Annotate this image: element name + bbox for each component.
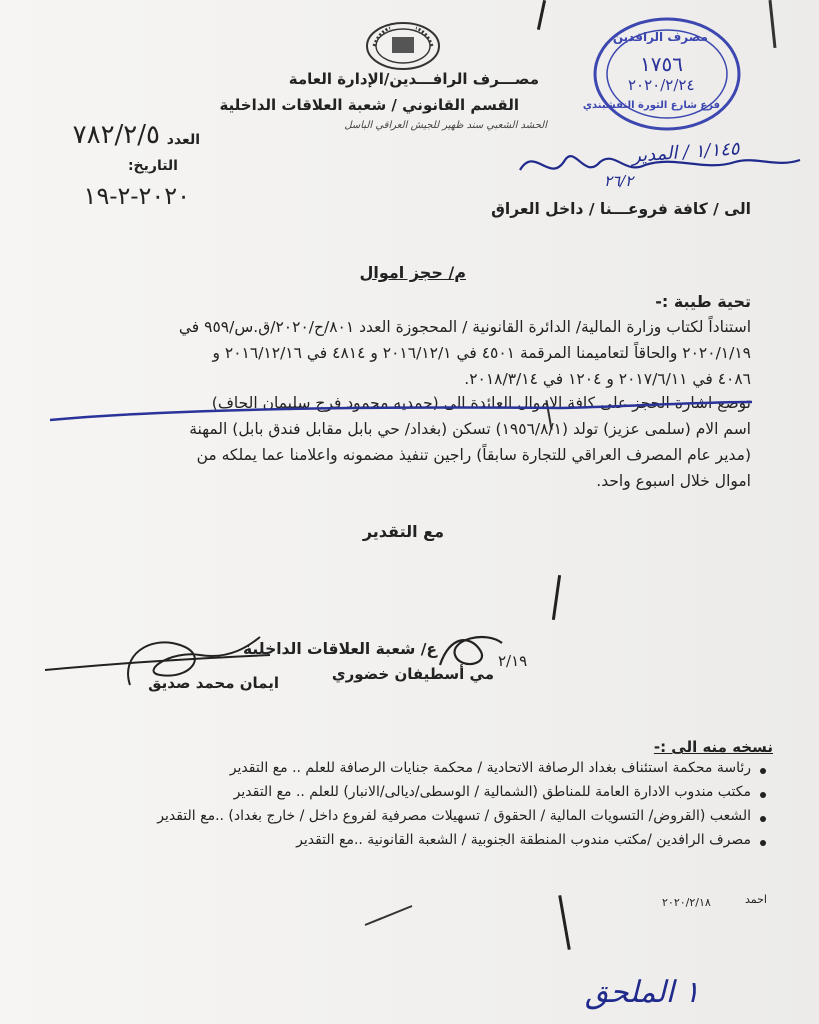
- subject-line: م/ حجز اموال: [359, 263, 466, 282]
- copy-item: الشعب (القروض/ التسويات المالية / الحقوق / تسهيلات مصرفية لفروع داخل / خارج بغداد) ..مع التقدير: [157, 808, 751, 824]
- body-line-3: ٤٠٨٦ في ٢٠١٧/٦/١١ و ١٢٠٤ في ٢٠١٨/٣/١٤.: [464, 370, 751, 388]
- body-line-4: توضع اشارة الحجز على كافة الاموال العائدة الى (حمديه محمود فرج سليمان الجاف): [211, 394, 751, 412]
- ref-date-value: ٢٠٢٠-٢-١٩: [83, 182, 190, 210]
- bank-emblem: [364, 20, 442, 72]
- ref-number-value: ٧٨٢/٢/٥: [72, 120, 160, 150]
- stamp-incoming-no: ١٧٥٦: [640, 52, 683, 76]
- stamp-branch: فرع شارع الثورة النقشبندي: [582, 100, 720, 111]
- signatory-name-right: ايمان محمد صديق: [148, 674, 279, 692]
- signature-date: ٢/١٩: [498, 652, 528, 670]
- ref-number-label: العدد: [166, 132, 200, 148]
- bank-name-line: مصـــرف الرافـــدين/الإدارة العامة: [288, 70, 539, 88]
- paper-crease: [558, 895, 571, 950]
- handwritten-scribble: [515, 140, 805, 190]
- typed-date: ٢٠٢٠/٢/١٨: [662, 896, 711, 909]
- copy-item: مصرف الرافدين /مكتب مندوب المنطقة الجنوبية / الشعبة القانونية ..مع التقدير: [296, 832, 751, 848]
- paper-crease: [552, 575, 561, 620]
- body-line-7: اموال خلال اسبوع واحد.: [596, 472, 751, 490]
- copy-bullet: [760, 792, 766, 798]
- body-line-1: استناداً لكتاب وزارة المالية/ الدائرة القانونية / المحجوزة العدد ٨٠١/ح/٢٠٢٠/ق.س/٩٥٩ في: [178, 318, 751, 336]
- pen-stroke: [360, 900, 420, 930]
- copy-bullet: [760, 840, 766, 846]
- closing-line: مع التقدير: [362, 522, 444, 541]
- incoming-stamp: [582, 16, 742, 132]
- ref-date-label: التاريخ:: [127, 158, 178, 174]
- slogan-line: الحشد الشعبي سند ظهير للجيش العراقي الباسل: [344, 120, 547, 131]
- stamp-bank: مصرف الرافدين: [612, 30, 708, 44]
- paper-crease: [768, 0, 776, 48]
- recipient-line: الى / كافة فروعـــنا / داخل العراق: [491, 200, 751, 218]
- handwritten-margin-note: ١/١٤٥ / المدير: [631, 138, 741, 167]
- body-line-5: اسم الام (سلمى عزيز) تولد (١٩٥٦/٨/١) تسكن (بغداد/ حي بابل مقابل فندق بابل) المهنة: [189, 420, 751, 438]
- bank-emblem-icon: [364, 20, 442, 72]
- copy-bullet: [760, 816, 766, 822]
- copies-heading: نسخه منه الى :-: [653, 738, 773, 756]
- paper-crease: [537, 0, 546, 30]
- signatory-name-left: مي أسطيفان خضوري: [331, 665, 494, 683]
- body-line-6: (مدير عام المصرف العراقي للتجارة سابقاً) راجين تنفيذ مضمونه واعلامنا عما يملكه من: [196, 446, 751, 464]
- stamp-incoming-date: ٢٠٢٠/٢/٢٤: [628, 76, 695, 94]
- copy-item: رئاسة محكمة استئناف بغداد الرصافة الاتحادية / محكمة جنايات الرصافة للعلم .. مع التقدير: [229, 760, 751, 776]
- greeting-line: تحية طيبة :-: [655, 292, 751, 311]
- typist-name: احمد: [745, 893, 767, 906]
- handwritten-signature-date: ٢٦/٢: [604, 172, 634, 190]
- copy-item: مكتب مندوب الادارة العامة للمناطق (الشمالية / الوسطى/ديالى/الانبار) للعلم .. مع التقدير: [233, 784, 751, 800]
- signatory-title: ع/ شعبة العلاقات الداخلية: [243, 640, 437, 658]
- copy-bullet: [760, 768, 766, 774]
- reference-block: [40, 120, 200, 220]
- department-line: القسم القانوني / شعبة العلاقات الداخلية: [219, 96, 519, 114]
- body-line-2: ٢٠٢٠/١/١٩ والحاقاً لتعاميمنا المرقمة ٤٥٠١ في ٢٠١٦/١٢/١ و ٤٨١٤ في ٢٠١٦/١٢/١٦ و: [212, 344, 751, 362]
- bottom-handwritten-note: ١ الملحق: [585, 975, 700, 1010]
